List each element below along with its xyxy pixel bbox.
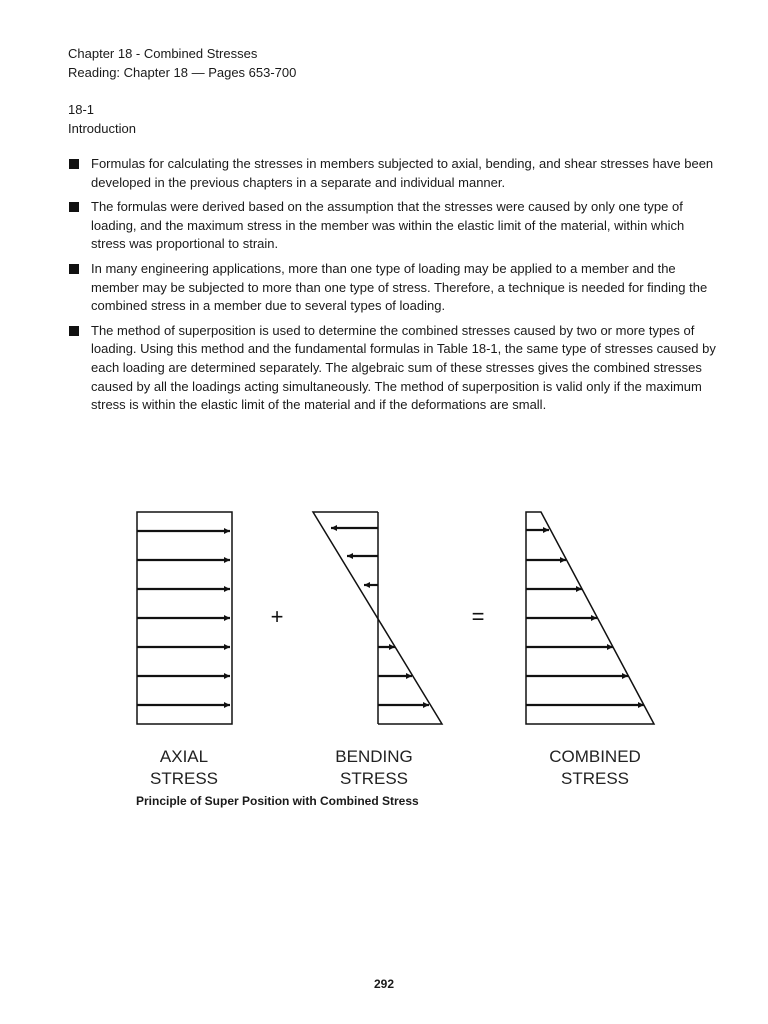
bullet-text: The method of superposition is used to determine the combined stresses caused by two or more types of loading. Using this method and the fundamental formulas in Table 18-1, the same type of stresses caused by each loading are determined separately. The algebraic sum of these stresses gives the combined stresses caused by all the loadings acting simultaneously. The method of superposition is valid only if the maximum stress is within the elastic limit of the material and if the deformations are small. <box>91 322 716 413</box>
reading-reference: Reading: Chapter 18 — Pages 653-700 <box>68 65 297 80</box>
bending-label-line2: STRESS <box>339 769 409 788</box>
bullet-item <box>68 155 720 192</box>
plus-symbol: + <box>270 604 284 629</box>
axial-label-line1: AXIAL <box>159 747 209 766</box>
bending-stress-diagram <box>313 512 442 788</box>
bullet-text: The formulas were derived based on the assumption that the stresses were caused by only one type of loading, and the maximum stress in the member was within the elastic limit of the material, within which stress was proportional to strain. <box>91 199 685 252</box>
chapter-title: Chapter 18 - Combined Stresses <box>68 46 258 61</box>
bullet-item <box>68 322 720 415</box>
square-bullet-icon <box>69 159 79 169</box>
combined-label-line1: COMBINED <box>549 747 641 766</box>
section-number: 18-1 <box>68 102 95 117</box>
square-bullet-icon <box>69 264 79 274</box>
combined-stress-diagram <box>526 512 654 788</box>
bullet-item <box>68 260 720 316</box>
equals-symbol: = <box>471 604 485 629</box>
square-bullet-icon <box>69 202 79 212</box>
axial-stress-diagram <box>137 512 232 788</box>
section-title: Introduction <box>68 121 136 136</box>
bullet-text: Formulas for calculating the stresses in members subjected to axial, bending, and shear stresses have been developed in the previous chapters in a separate and individual manner. <box>91 156 714 190</box>
square-bullet-icon <box>69 326 79 336</box>
bullet-item <box>68 198 720 254</box>
figure-caption: Principle of Super Position with Combined Stress <box>136 794 419 808</box>
axial-label-line2: STRESS <box>149 769 219 788</box>
page-header <box>68 44 296 82</box>
stress-diagram <box>120 500 680 800</box>
section-heading <box>68 100 136 138</box>
bullet-list <box>68 155 720 421</box>
bullet-text: In many engineering applications, more than one type of loading may be applied to a member and the member may be subjected to more than one type of stress. Therefore, a technique is needed for finding the combined stress in a member due to several types of loading. <box>91 260 708 314</box>
bending-label-line1: BENDING <box>335 747 413 766</box>
combined-label-line2: STRESS <box>560 769 630 788</box>
superposition-figure <box>120 500 680 800</box>
page-number: 292 <box>373 977 395 991</box>
